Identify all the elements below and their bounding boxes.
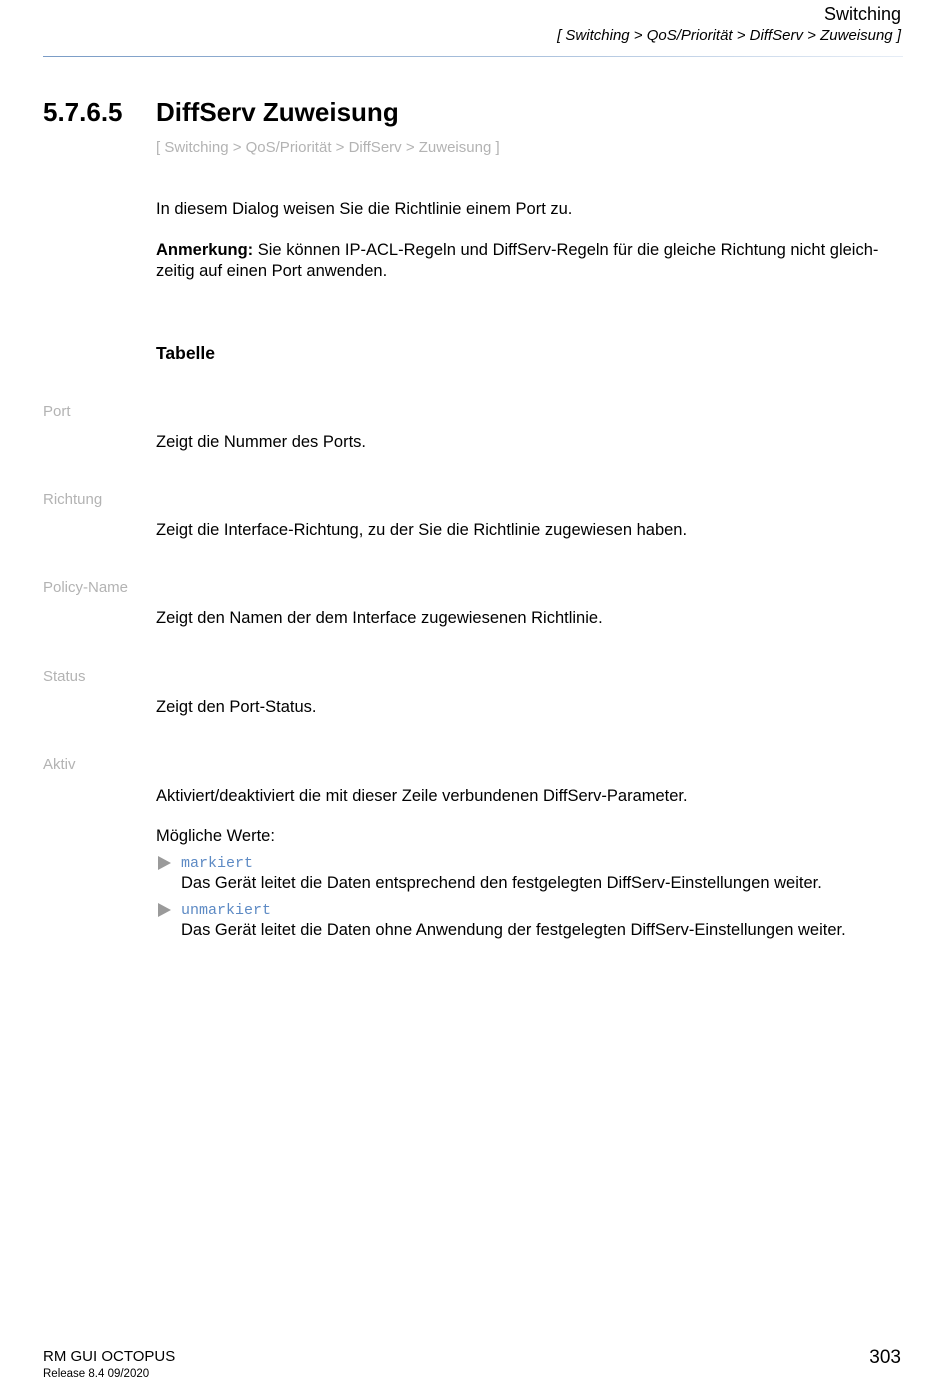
triangle-bullet-icon — [158, 903, 171, 917]
field-description-policy-name: Zeigt den Namen der dem Interface zugewiesenen Richtlinie. — [156, 609, 603, 627]
note-text: Sie können IP-ACL-Regeln und DiffServ-Regeln für die gleiche Richtung nicht gleich-zeitig auf einen Port anwenden. — [156, 241, 879, 280]
value-description-markiert: Das Gerät leitet die Daten entsprechend den festgelegten DiffServ-Einstellungen weiter. — [181, 874, 822, 892]
field-description-port: Zeigt die Nummer des Ports. — [156, 433, 366, 451]
page-number: 303 — [869, 1347, 901, 1368]
field-description-aktiv: Aktiviert/deaktiviert die mit dieser Zeile verbundenen DiffServ-Parameter. — [156, 787, 688, 805]
possible-values-label: Mögliche Werte: — [156, 827, 275, 845]
field-label-policy-name: Policy-Name — [43, 579, 129, 596]
section-number: 5.7.6.5 — [43, 97, 123, 127]
triangle-bullet-icon — [158, 856, 171, 870]
footer-document-title: RM GUI OCTOPUS — [43, 1348, 176, 1365]
field-label-port: Port — [43, 403, 71, 420]
field-label-richtung: Richtung — [43, 491, 103, 508]
section-breadcrumb: [ Switching > QoS/Priorität > DiffServ > Zuweisung ] — [156, 139, 500, 156]
note-label: Anmerkung: — [156, 241, 254, 259]
value-code-unmarkiert: unmarkiert — [181, 902, 272, 919]
note-paragraph — [156, 240, 908, 282]
running-header-path: [ Switching > QoS/Priorität > DiffServ > Zuweisung ] — [557, 27, 901, 44]
field-description-status: Zeigt den Port-Status. — [156, 698, 317, 716]
field-label-aktiv: Aktiv — [43, 756, 76, 773]
footer-release: Release 8.4 09/2020 — [43, 1368, 150, 1380]
field-description-richtung: Zeigt die Interface-Richtung, zu der Sie die Richtlinie zugewiesen haben. — [156, 521, 688, 539]
field-label-status: Status — [43, 668, 86, 685]
intro-paragraph: In diesem Dialog weisen Sie die Richtlinie einem Port zu. — [156, 200, 573, 218]
header-divider — [43, 56, 903, 57]
table-heading: Tabelle — [156, 343, 216, 363]
value-code-markiert: markiert — [181, 855, 254, 872]
value-description-unmarkiert: Das Gerät leitet die Daten ohne Anwendung der festgelegten DiffServ-Einstellungen weiter. — [181, 921, 846, 939]
section-title: DiffServ Zuweisung — [156, 97, 399, 127]
running-header-title: Switching — [823, 4, 901, 24]
